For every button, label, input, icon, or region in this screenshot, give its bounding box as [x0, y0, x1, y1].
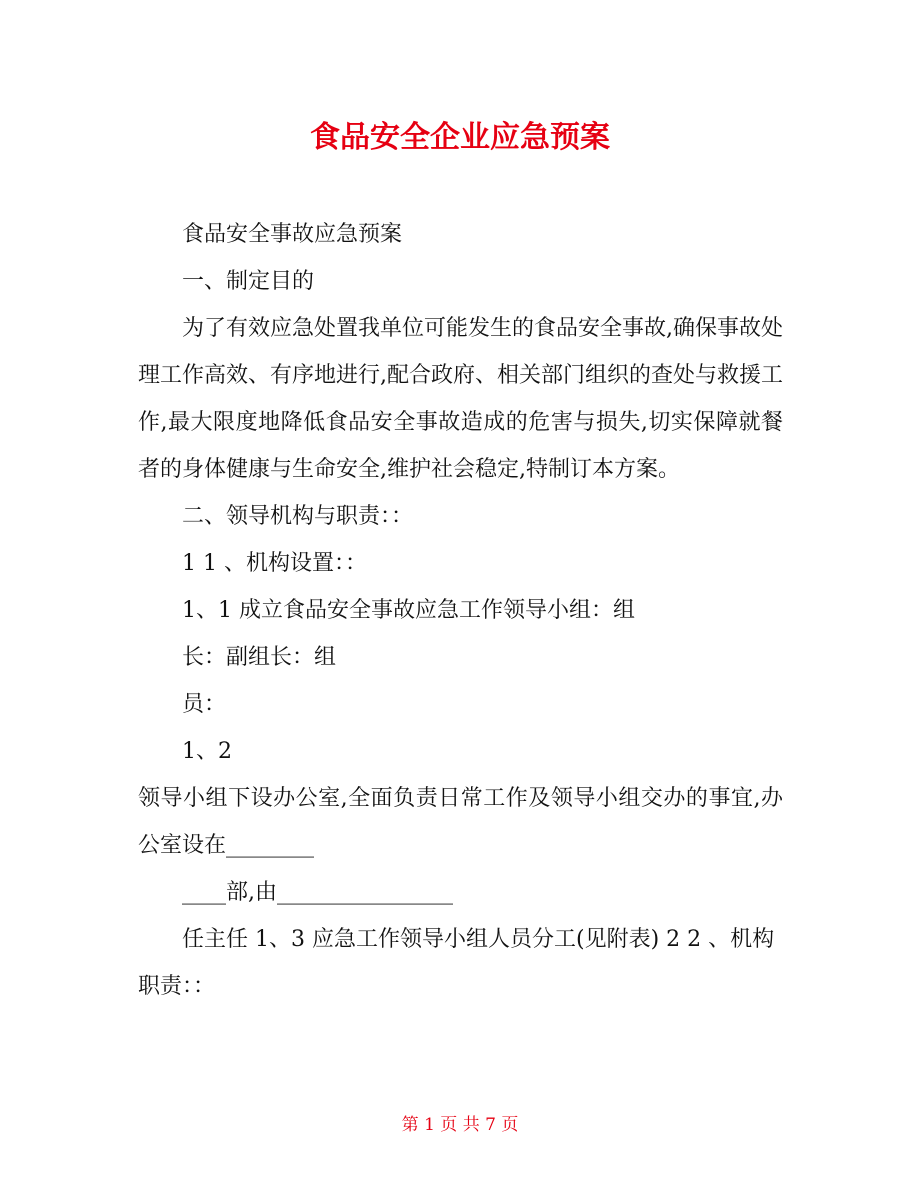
- paragraph-section-2-heading: 二、领导机构与职责：：: [182, 504, 414, 529]
- paragraph-group-leaders: 长：副组长：组: [182, 645, 337, 670]
- paragraph-leading-group: 1、1 成立食品安全事故应急工作领导小组：组: [182, 598, 635, 623]
- paragraph-section-1-heading: 一、制定目的: [182, 269, 315, 294]
- paragraph-director-duties: 任主任 1、3 应急工作领导小组人员分工(见附表) 2 2 、机构职责：：: [138, 927, 775, 999]
- paragraph-purpose: 为了有效应急处置我单位可能发生的食品安全事故,确保事故处理工作高效、有序地进行,配合政府、相关部门组织的查处与救援工作,最大限度地降低食品安全事故造成的危害与损失,切实保障就餐者的身体健康与生命安全,维护社会稳定,特制订本方案。: [138, 316, 783, 482]
- paragraph-subtitle: 食品安全事故应急预案: [182, 222, 403, 247]
- paragraph-office: 领导小组下设办公室,全面负责日常工作及领导小组交办的事宜,办公室设在________: [138, 786, 783, 858]
- paragraph-department: ____部,由________________: [182, 880, 453, 905]
- paragraph-item-1-2: 1、2: [182, 739, 232, 764]
- paragraph-org-setup: 1 1 、机构设置：：: [182, 551, 367, 576]
- page-number-footer: 第 1 页 共 7 页: [401, 1115, 519, 1135]
- document-body: [138, 211, 783, 1010]
- paragraph-group-members: 员：: [182, 692, 227, 717]
- document-title: 食品安全企业应急预案: [310, 120, 610, 155]
